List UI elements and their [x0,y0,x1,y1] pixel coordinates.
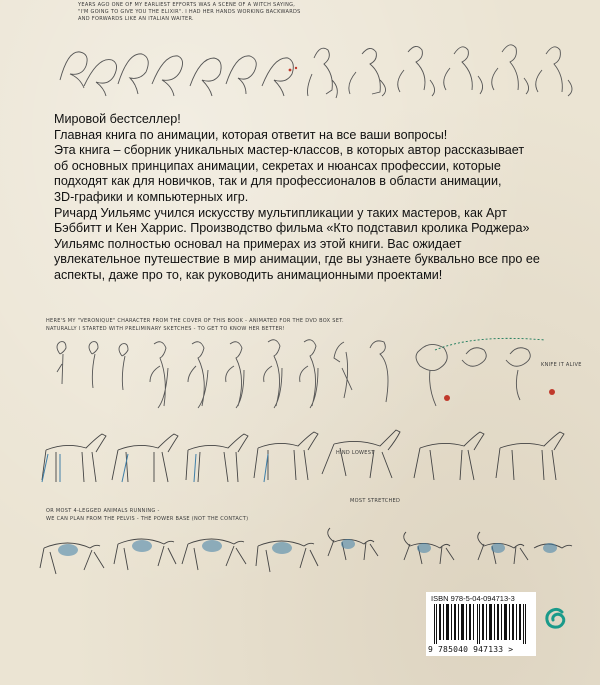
blurb-line: увлекательное путешествие в мир анимации, где вы узнаете буквально все про ее [54,252,540,267]
note-horse-2: MOST STRETCHED [350,498,401,504]
publisher-spiral-logo-icon [540,604,570,634]
isbn-text: ISBN 978-5-04-094713-3 [431,594,515,603]
blurb-line: Бэббитт и Кен Харрис. Производство фильма «Кто подставил кролика Роджера» [54,221,530,236]
ean-digits: 9 785040 947133 > [428,645,514,654]
blurb-line: Уильямс полностью основал на примерах из этой книги. Вас ожидает [54,236,462,251]
note-mid-1: HERE'S MY "VERONIQUE" CHARACTER FROM THE COVER OF THIS BOOK - ANIMATED FOR THE DVD BOX SET. [46,318,344,324]
blurb-line: подходят как для новичков, так и для профессионалов в области анимации, [54,174,502,189]
barcode-bars [434,604,528,644]
barcode-label [426,592,536,656]
note-knife: KNIFE IT ALIVE [541,362,582,368]
note-low-2: WE CAN PLAN FROM THE PELVIS - THE POWER BASE (NOT THE CONTACT) [46,516,249,522]
horse-run-cycle [38,420,583,496]
note-top-3: AND FORWARDS LIKE AN ITALIAN WAITER. [78,16,194,22]
blurb-line: Главная книга по анимации, которая ответит на все ваши вопросы! [54,127,448,142]
note-low-1: OR MOST 4-LEGGED ANIMALS RUNNING - [46,508,160,514]
blurb-line: Мировой бестселлер! [54,112,181,126]
note-top-2: "I'M GOING TO GIVE YOU THE ELIXIR". I HAD HER HANDS WORKING BACKWARDS [78,9,301,15]
animal-run-cycle [38,524,583,584]
blurb-line: аспекты, даже про то, как руководить анимационными проектами! [54,267,443,282]
note-top-1: YEARS AGO ONE OF MY EARLIEST EFFORTS WAS A SCENE OF A WITCH SAYING, [78,2,296,8]
note-mid-2: NATURALLY I STARTED WITH PRELIMINARY SKETCHES - TO GET TO KNOW HER BETTER! [46,326,285,332]
blurb-line: 3D-графики и компьютерных игр. [54,189,249,204]
blurb-line: об основных принципах анимации, секретах и нюансах профессии, которые [54,158,501,173]
blurb-line: Ричард Уильямс учился искусству мультипликации у таких мастеров, как Арт [54,205,507,220]
character-sketch-strip [40,334,585,416]
note-horse-1: HIND LOWEST [336,450,375,456]
blurb-line: Эта книга – сборник уникальных мастер-классов, в которых автор рассказывает [54,143,525,158]
cover-blurb [54,112,574,284]
